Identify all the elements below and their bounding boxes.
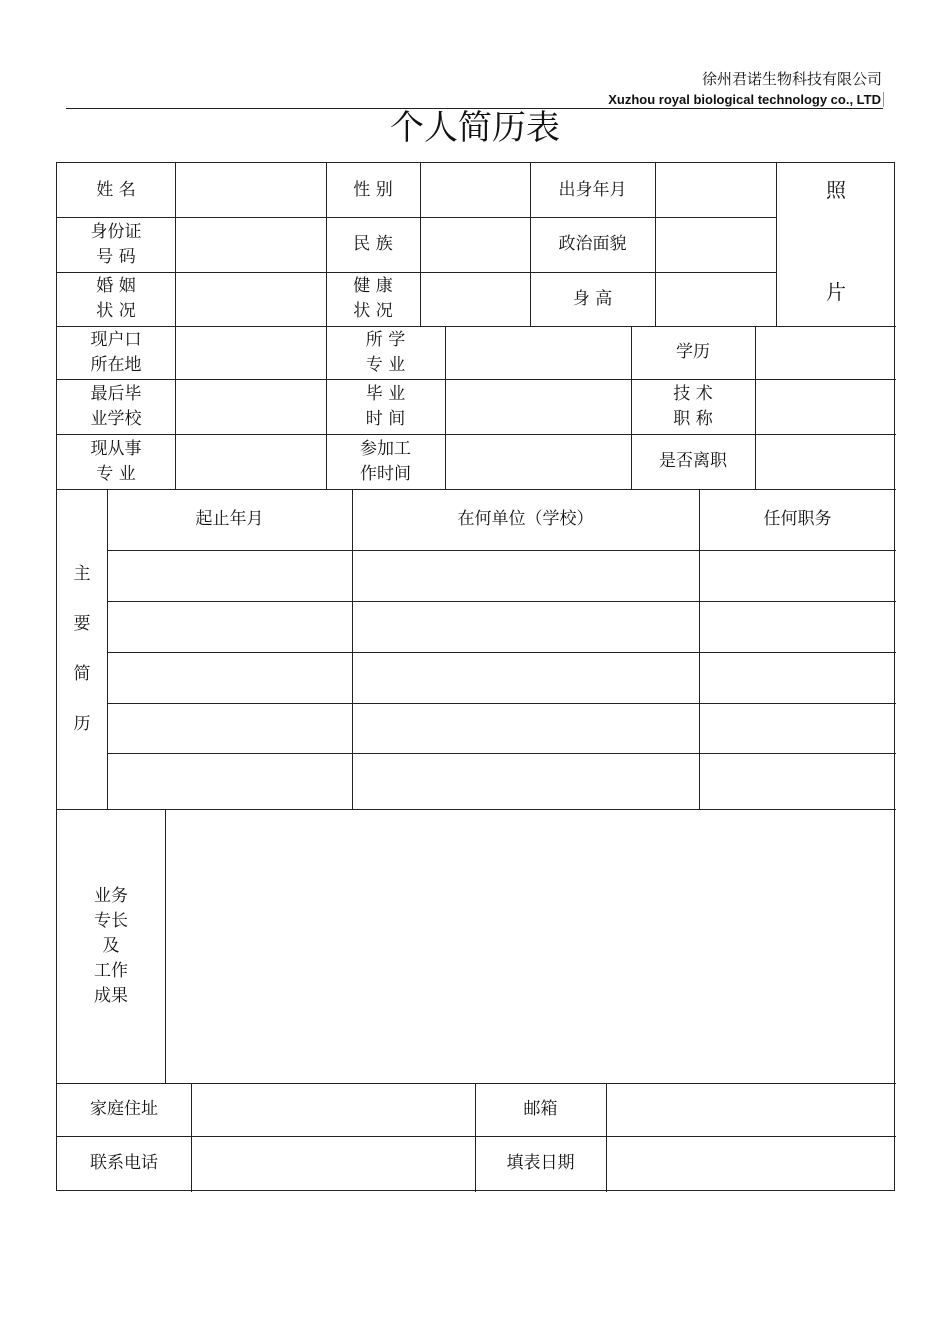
row-rule: [107, 753, 896, 754]
col-rule: [165, 809, 166, 1083]
current-profession-label: 现从事 专 业: [90, 438, 142, 484]
work-start-label: 参加工 作时间: [360, 438, 411, 484]
row-rule: [107, 703, 896, 704]
resume-form: [56, 162, 895, 1191]
technical-title-label: 技 术 职 称: [673, 383, 713, 429]
row-rule: [57, 326, 896, 327]
company-name-cn: 徐州君诺生物科技有限公司: [701, 70, 882, 88]
col-rule: [445, 326, 446, 489]
resume-side-label: 主 要 简 历: [73, 563, 91, 734]
col-rule: [755, 326, 756, 489]
col-rule: [420, 163, 421, 326]
col-rule: [655, 163, 656, 326]
company-name-en: Xuzhou royal biological technology co., LTD: [608, 92, 884, 107]
col-rule: [175, 326, 176, 489]
height-label: 身 高: [572, 288, 613, 309]
row-rule: [107, 550, 896, 551]
expertise-label: 业务 专长 及 工作 成果: [94, 885, 128, 1006]
col-rule: [191, 1083, 192, 1192]
row-rule: [57, 434, 896, 435]
birth-label: 出身年月: [558, 179, 627, 200]
resigned-label: 是否离职: [659, 451, 727, 471]
col-header-unit: 在何单位（学校）: [457, 509, 594, 529]
school-label: 最后毕 业学校: [90, 383, 142, 429]
row-rule: [57, 809, 896, 810]
photo-label-top: 照: [826, 177, 846, 202]
political-status-label: 政治面貌: [558, 234, 627, 254]
graduation-time-label: 毕 业 时 间: [365, 383, 406, 429]
gender-label: 性 别: [353, 179, 393, 200]
marital-status-label: 婚 姻 状 况: [96, 276, 136, 321]
row-rule: [107, 601, 896, 602]
page-title: 个人简历表: [390, 108, 560, 148]
email-label: 邮箱: [523, 1099, 558, 1119]
col-header-position: 任何职务: [763, 509, 832, 529]
health-status-label: 健 康 状 况: [353, 276, 393, 321]
row-rule: [107, 652, 896, 653]
col-header-period: 起止年月: [195, 509, 264, 529]
col-rule: [606, 1083, 607, 1192]
address-label: 家庭住址: [90, 1099, 158, 1119]
fill-date-label: 填表日期: [506, 1153, 575, 1173]
name-label: 姓 名: [96, 179, 136, 200]
education-label: 学历: [676, 342, 710, 362]
ethnicity-label: 民 族: [353, 234, 393, 254]
major-label: 所 学 专 业: [365, 329, 406, 375]
phone-label: 联系电话: [90, 1153, 158, 1173]
row-rule: [57, 379, 896, 380]
photo-label-bottom: 片: [826, 279, 846, 304]
hukou-label: 现户口 所在地: [90, 329, 142, 375]
id-number-label: 身份证 号 码: [90, 221, 142, 267]
col-rule: [175, 163, 176, 326]
